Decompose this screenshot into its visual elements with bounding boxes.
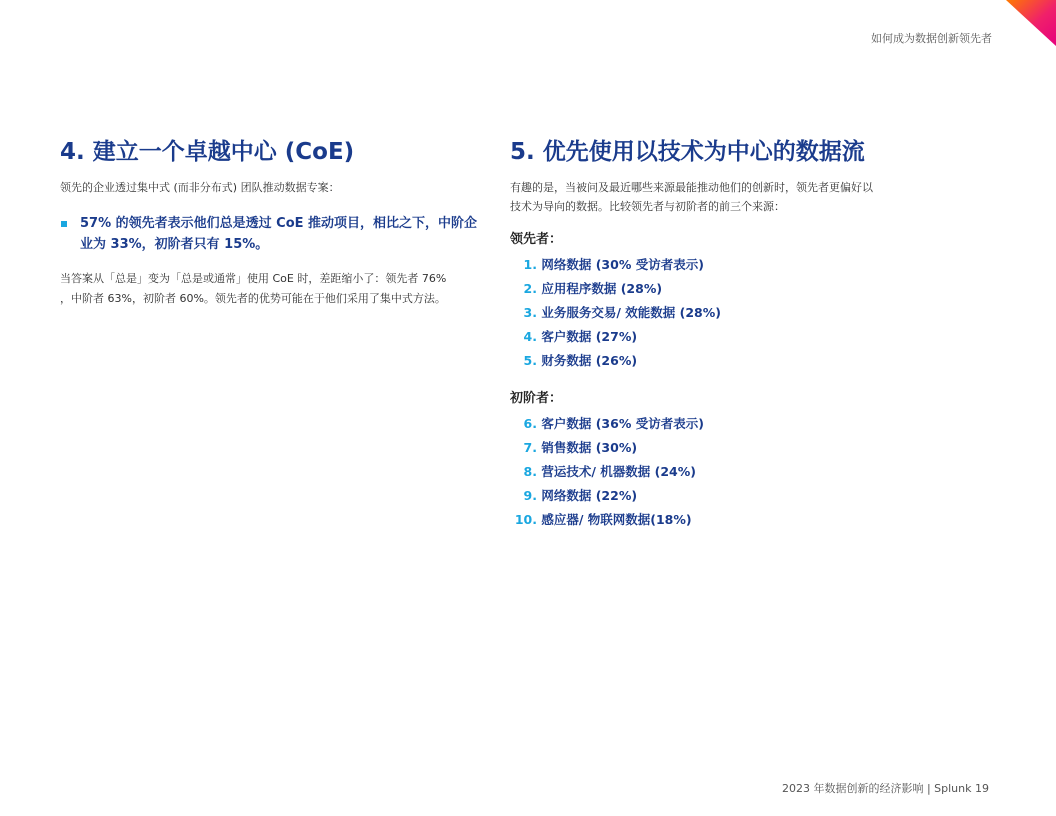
coe-stat-text: 57% 的领先者表示他们总是透过 CoE 推动项目，相比之下，中阶企业为 33%，初阶者只有 15%。 [80,216,478,252]
section-4-intro: 领先的企业透过集中式 (而非分布式) 团队推动数据专案： [60,181,340,194]
intro-line-2: 技术为导向的数据。比较领先者与初阶者的前三个来源： [510,200,785,213]
list-number: 9. [523,488,537,503]
list-text: 网络数据 (22%) [541,488,638,503]
list-item [510,277,930,301]
list-item [510,349,930,373]
section-5-intro [510,178,930,216]
list-text: 财务数据 (26%) [541,353,638,368]
list-text: 营运技术/ 机器数据 (24%) [541,464,696,479]
list-item [510,436,930,460]
list-text: 业务服务交易/ 效能数据 (28%) [541,305,721,320]
list-number: 4. [523,329,537,344]
section-coe [60,136,480,309]
paragraph-line-2: ，中阶者 63%，初阶者 60%。领先者的优势可能在于他们采用了集中式方法。 [60,292,446,305]
page-footer: 2023 年数据创新的经济影响 | Splunk 19 [781,782,989,795]
section-5-heading: 5. 优先使用以技术为中心的数据流 [510,139,865,165]
list-item [510,412,930,436]
list-item [510,508,930,532]
list-text: 销售数据 (30%) [541,440,638,455]
list-item [510,253,930,277]
beginners-list [510,412,930,532]
list-item [510,301,930,325]
coe-stat-bullet [60,213,480,255]
list-item [510,484,930,508]
list-number: 7. [523,440,537,455]
leaders-label: 领先者： [510,232,563,247]
list-item [510,460,930,484]
list-text: 感应器/ 物联网数据(18%) [541,512,692,527]
list-number: 6. [523,416,537,431]
section-tech-data [510,136,930,532]
list-item [510,325,930,349]
intro-line-1: 有趣的是，当被问及最近哪些来源最能推动他们的创新时，领先者更偏好以 [510,181,873,194]
list-number: 3. [523,305,537,320]
section-4-heading: 4. 建立一个卓越中心 (CoE) [60,139,355,165]
list-number: 5. [523,353,537,368]
list-text: 客户数据 (36% 受访者表示) [541,416,704,431]
corner-gradient-triangle [996,0,1056,48]
list-number: 10. [514,512,537,527]
square-bullet-icon [61,221,67,227]
section-4-paragraph [60,269,480,309]
leaders-list [510,253,930,373]
running-header: 如何成为数据创新领先者 [871,32,992,45]
list-number: 1. [523,257,537,272]
list-text: 客户数据 (27%) [541,329,638,344]
list-number: 8. [523,464,537,479]
beginners-label: 初阶者： [510,391,563,406]
paragraph-line-1: 当答案从「总是」变为「总是或通常」使用 CoE 时，差距缩小了：领先者 76% [60,272,447,285]
list-text: 应用程序数据 (28%) [541,281,663,296]
list-number: 2. [523,281,537,296]
list-text: 网络数据 (30% 受访者表示) [541,257,704,272]
